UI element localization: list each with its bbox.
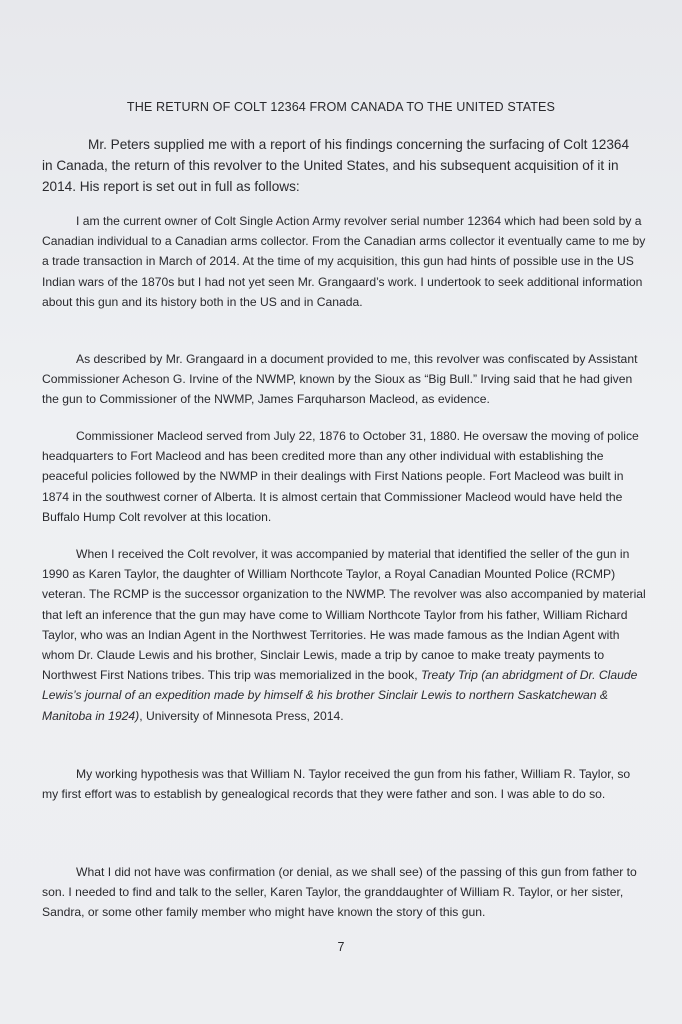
report-paragraph-confiscation: As described by Mr. Grangaard in a document provided to me, this revolver was confiscated by Assistant Commissioner Acheson G. Irvine of the NWMP, known by the Sioux as “Big Bull.” Irving said that he had given the gun to Commissioner of the NWMP, James Farquharson Macleod, as evidence. bbox=[42, 352, 638, 407]
intro-paragraph: Mr. Peters supplied me with a report of his findings concerning the surfacing of Colt 12364 in Canada, the return of this revolver to the United States, and his subsequent acquisition of it in 2014. His report is set out in full as follows: bbox=[42, 137, 630, 194]
seller-paragraph-text: When I received the Colt revolver, it was accompanied by material that identified the seller of the gun in 1990 as Karen Taylor, the daughter of William Northcote Taylor, a Royal Canadian Mounted Police (RCMP) veteran. The RCMP is the successor organization to the NWMP. The revolver was also accompanied by material that left an inference that the gun may have come to William Northcote Taylor from his father, William Richard Taylor, who was an Indian Agent in the Northwest Territories. He was made famous as the Indian Agent with whom Dr. Claude Lewis and his brother, Sinclair Lewis, made a trip by canoe to make treaty payments to Northwest First Nations tribes. This trip was memorialized in the book, bbox=[42, 547, 646, 683]
report-paragraph-ownership: I am the current owner of Colt Single Action Army revolver serial number 12364 which had been sold by a Canadian individual to a Canadian arms collector. From the Canadian arms collector it eventually came to me by a trade transaction in March of 2014. At the time of my acquisition, this gun had hints of possible use in the US Indian wars of the 1870s but I had not yet seen Mr. Grangaard’s work. I undertook to seek additional information about this gun and its history both in the US and in Canada. bbox=[42, 214, 646, 309]
book-title: Treaty Trip (an abridgment of Dr. Claude Lewis’s journal of an expedition made by himself & his brother Sinclair Lewis to northern Saskatchewan & Manitoba in 1924) bbox=[42, 668, 638, 723]
report-paragraph-seller bbox=[42, 544, 646, 726]
report-paragraph-confirmation: What I did not have was confirmation (or denial, as we shall see) of the passing of this gun from father to son. I needed to find and talk to the seller, Karen Taylor, the granddaughter of William R. Taylor, or her sister, Sandra, or some other family member who might have known the story of this gun. bbox=[42, 865, 637, 920]
page-title: THE RETURN OF COLT 12364 FROM CANADA TO THE UNITED STATES bbox=[126, 100, 556, 114]
page-number: 7 bbox=[337, 940, 345, 954]
report-paragraph-hypothesis: My working hypothesis was that William N. Taylor received the gun from his father, William R. Taylor, so my first effort was to establish by genealogical records that they were father and son. I was able to do so. bbox=[42, 767, 631, 802]
report-paragraph-macleod: Commissioner Macleod served from July 22, 1876 to October 31, 1880. He oversaw the moving of police headquarters to Fort Macleod and has been credited more than any other individual with establishing the peaceful policies followed by the NWMP in their dealings with First Nations people. Fort Macleod was built in 1874 in the southwest corner of Alberta. It is almost certain that Commissioner Macleod would have held the Buffalo Hump Colt revolver at this location. bbox=[42, 429, 639, 524]
publisher-text: , University of Minnesota Press, 2014. bbox=[139, 708, 344, 723]
